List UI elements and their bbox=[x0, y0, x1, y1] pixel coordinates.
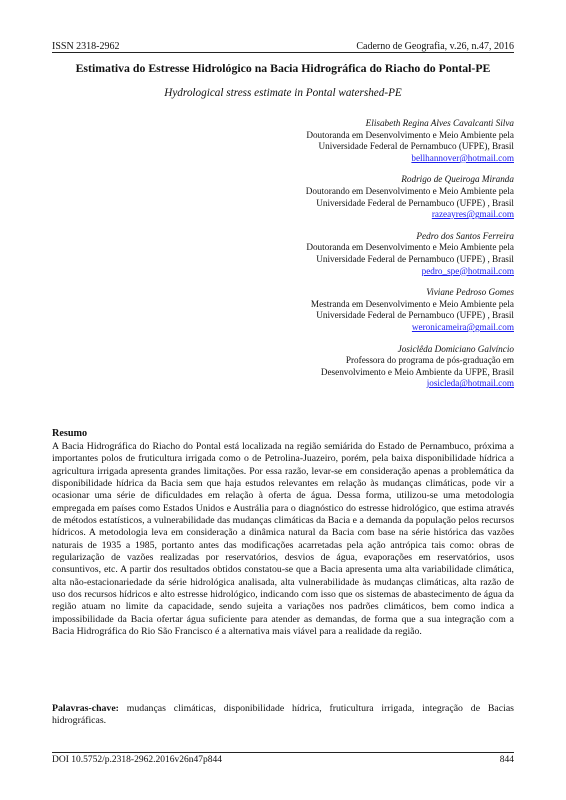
author-email-link[interactable]: pedro_spe@hotmail.com bbox=[421, 265, 514, 276]
keywords-text: mudanças climáticas, disponibilidade hídrica, fruticultura irrigada, integração de Bacias hidrográficas. bbox=[52, 703, 514, 727]
running-header bbox=[52, 36, 514, 52]
author-email-link[interactable]: weronicameira@gmail.com bbox=[411, 321, 514, 332]
author-affiliation: Doutorando em Desenvolvimento e Meio Ambiente pela bbox=[305, 185, 514, 196]
doi-label: DOI 10.5752/p.2318-2962.2016v26n47p844 bbox=[52, 755, 222, 765]
header-divider bbox=[52, 52, 514, 53]
keywords-section bbox=[52, 703, 514, 728]
author-affiliation: Professora do programa de pós-graduação em bbox=[345, 355, 514, 366]
footer-divider bbox=[52, 752, 514, 753]
author-name: Rodrigo de Queiroga Miranda bbox=[401, 174, 514, 185]
author-affiliation: Universidade Federal de Pernambuco (UFPE) , Brasil bbox=[316, 310, 514, 321]
author-name: Elisabeth Regina Alves Cavalcanti Silva bbox=[365, 118, 514, 128]
page-footer bbox=[52, 755, 514, 765]
abstract-body: A Bacia Hidrográfica do Riacho do Pontal está localizada na região semiárida do Estado de Pernambuco, próxima a importantes polos de fruticultura irrigada como o de Petrolina-Juazeiro, porém, pela baixa disponibilidade hídrica a agricultura irrigada apresenta grandes limitações. Por essa razão, levar-se em consideração apenas a problemática da disponibilidade hídrica da Bacia sem que haja estudos relevantes em relação às mudanças climáticas, pode vir a ocasionar uma série de dificuldades em relação à oferta de água. Dessa forma, utilizou-se uma metodologia empregada em países como Estados Unidos e Austrália para o diagnóstico do estresse hidrológico, que estima através de métodos estatísticos, a vulnerabilidade das mudanças climáticas da Bacia e a demanda da população pelos recursos hídricos. A metodologia leva em consideração a dinâmica natural da Bacia com base na série histórica das vazões naturais de 1935 a 1985, portanto antes das modificações acarretadas pela ação antrópica tais como: obras de regularização de vazões realizadas por reservatórios, desvios de água, evaporações em reservatórios, usos consuntivos, etc. A partir dos resultados obtidos constatou-se que a Bacia apresenta uma alta variabilidade climática, alta não-estacionariedade da série hidrológica analisada, alta vulnerabilidade às mudanças climáticas, alta razão de uso dos recursos hídricos e alto estresse hidrológico, indicando com isso que os sistemas de abastecimento de água da região atuam no limite da capacidade, sendo sujeita a variações nos padrões climáticos, bem como indica a impossibilidade da Bacia ofertar água suficiente para atender as demandas, de forma que a sua integração com a Bacia Hidrográfica do Rio São Francisco é a alternativa mais viável para a realidade da região. bbox=[52, 441, 514, 638]
author-affiliation: Doutoranda em Desenvolvimento e Meio Ambiente pela bbox=[306, 129, 514, 140]
author-affiliation: Desenvolvimento e Meio Ambiente da UFPE, Brasil bbox=[320, 366, 514, 377]
author-affiliation: Doutoranda em Desenvolvimento e Meio Ambiente pela bbox=[306, 242, 514, 253]
author-block bbox=[194, 287, 514, 333]
author-block bbox=[194, 231, 514, 277]
author-email-link[interactable]: razeayres@gmail.com bbox=[431, 209, 514, 220]
paper-subtitle: Hydrological stress estimate in Pontal watershed-PE bbox=[164, 87, 402, 99]
author-block bbox=[194, 174, 514, 220]
author-block bbox=[194, 344, 514, 390]
author-name: Pedro dos Santos Ferreira bbox=[416, 230, 514, 241]
author-affiliation: Universidade Federal de Pernambuco (UFPE) , Brasil bbox=[316, 253, 514, 264]
abstract-heading: Resumo bbox=[52, 428, 88, 439]
author-name: Josiclêda Domiciano Galvíncio bbox=[397, 343, 514, 354]
author-affiliation: Universidade Federal de Pernambuco (UFPE) , Brasil bbox=[316, 197, 514, 208]
abstract-section bbox=[52, 428, 514, 639]
journal-citation: Caderno de Geografia, v.26, n.47, 2016 bbox=[356, 41, 514, 52]
issn-label: ISSN 2318-2962 bbox=[52, 41, 120, 52]
author-name: Viviane Pedroso Gomes bbox=[426, 287, 514, 298]
keywords-label: Palavras-chave: bbox=[52, 703, 119, 714]
author-affiliation: Universidade Federal de Pernambuco (UFPE), Brasil bbox=[318, 141, 514, 152]
author-affiliation: Mestranda em Desenvolvimento e Meio Ambiente pela bbox=[310, 298, 514, 309]
author-block bbox=[194, 118, 514, 164]
author-email-link[interactable]: josicleda@hotmail.com bbox=[426, 378, 514, 389]
paper-title: Estimativa do Estresse Hidrológico na Bacia Hidrográfica do Riacho do Pontal-PE bbox=[75, 61, 491, 75]
author-list bbox=[194, 118, 514, 400]
author-email-link[interactable]: bellhannover@hotmail.com bbox=[411, 152, 514, 163]
page-number: 844 bbox=[499, 755, 514, 765]
